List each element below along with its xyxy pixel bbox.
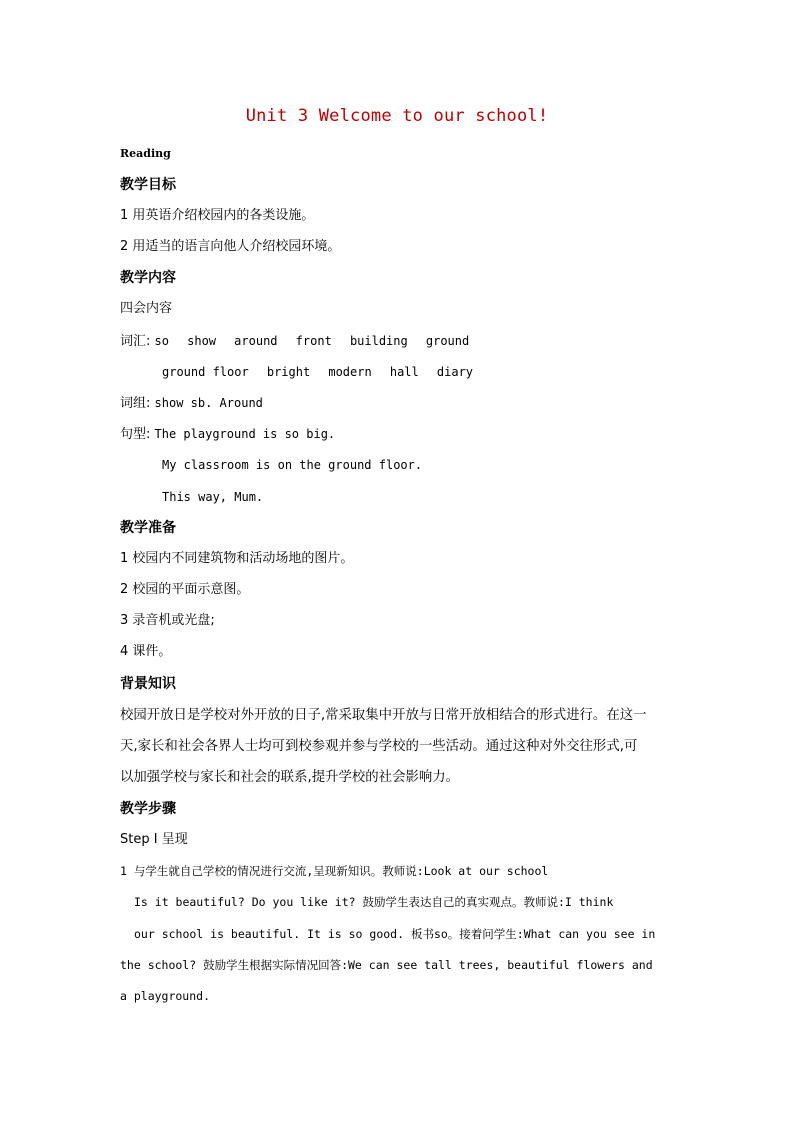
background-paragraph — [120, 700, 676, 793]
vocab-word: ground floor — [162, 365, 249, 379]
vocab-line-2 — [162, 364, 473, 381]
vocab-word: show — [187, 334, 217, 348]
document-title: Unit 3 Welcome to our school! — [245, 106, 549, 126]
step-text-line: 1 与学生就自己学校的情况进行交流,呈现新知识。教师说:Look at our school — [120, 864, 549, 878]
sentence-text: The playground is so big. — [154, 427, 336, 441]
steps-heading: 教学步骤 — [120, 801, 176, 817]
vocab-label: 词汇: — [120, 334, 151, 349]
prep-heading: 教学准备 — [120, 520, 176, 536]
sentence-label: 句型: — [120, 427, 151, 442]
phrase-label: 词组: — [120, 396, 151, 411]
step-text-line: Is it beautiful? Do you like it? 鼓励学生表达自己的真实观点。教师说:I think — [134, 895, 614, 909]
sentence-text: This way, Mum. — [162, 490, 264, 504]
subtitle-reading: Reading — [120, 147, 171, 160]
step-text-line: our school is beautiful. It is so good. 板书so。接着问学生:What can you see in — [134, 927, 656, 941]
prep-item: 1 校园内不同建筑物和活动场地的图片。 — [120, 551, 354, 566]
vocab-word: so — [154, 334, 169, 348]
vocab-word: diary — [436, 365, 474, 379]
prep-item: 3 录音机或光盘; — [120, 613, 215, 628]
background-line: 天,家长和社会各界人士均可到校参观并参与学校的一些活动。通过这种对外交往形式,可 — [120, 739, 638, 754]
vocab-word: building — [349, 334, 408, 348]
vocab-word: modern — [328, 365, 372, 379]
content-subheading: 四会内容 — [120, 301, 173, 316]
background-line: 以加强学校与家长和社会的联系,提升学校的社会影响力。 — [120, 770, 460, 785]
goal-item: 1 用英语介绍校园内的各类设施。 — [120, 208, 315, 223]
sentence-line — [120, 426, 335, 443]
prep-item: 4 课件。 — [120, 644, 172, 659]
goal-item: 2 用适当的语言向他人介绍校园环境。 — [120, 239, 341, 254]
goals-heading: 教学目标 — [120, 177, 176, 193]
phrase-line — [120, 395, 263, 412]
sentence-text: My classroom is on the ground floor. — [162, 458, 423, 472]
vocab-word: hall — [389, 365, 419, 379]
step-text-line: the school? 鼓励学生根据实际情况回答:We can see tall trees, beautiful flowers and — [120, 958, 653, 972]
vocab-word: ground — [425, 334, 470, 348]
content-heading: 教学内容 — [120, 270, 176, 286]
vocab-line-1 — [120, 333, 469, 350]
background-line: 校园开放日是学校对外开放的日子,常采取集中开放与日常开放相结合的形式进行。在这一 — [120, 708, 647, 723]
prep-item: 2 校园的平面示意图。 — [120, 582, 250, 597]
step-text-line: a playground. — [120, 989, 211, 1003]
step-title: Step I 呈现 — [120, 832, 188, 847]
vocab-word: around — [234, 334, 278, 348]
background-heading: 背景知识 — [120, 676, 176, 692]
vocab-word: bright — [266, 365, 311, 379]
phrase-text: show sb. Around — [154, 396, 263, 410]
vocab-word: front — [295, 334, 332, 348]
